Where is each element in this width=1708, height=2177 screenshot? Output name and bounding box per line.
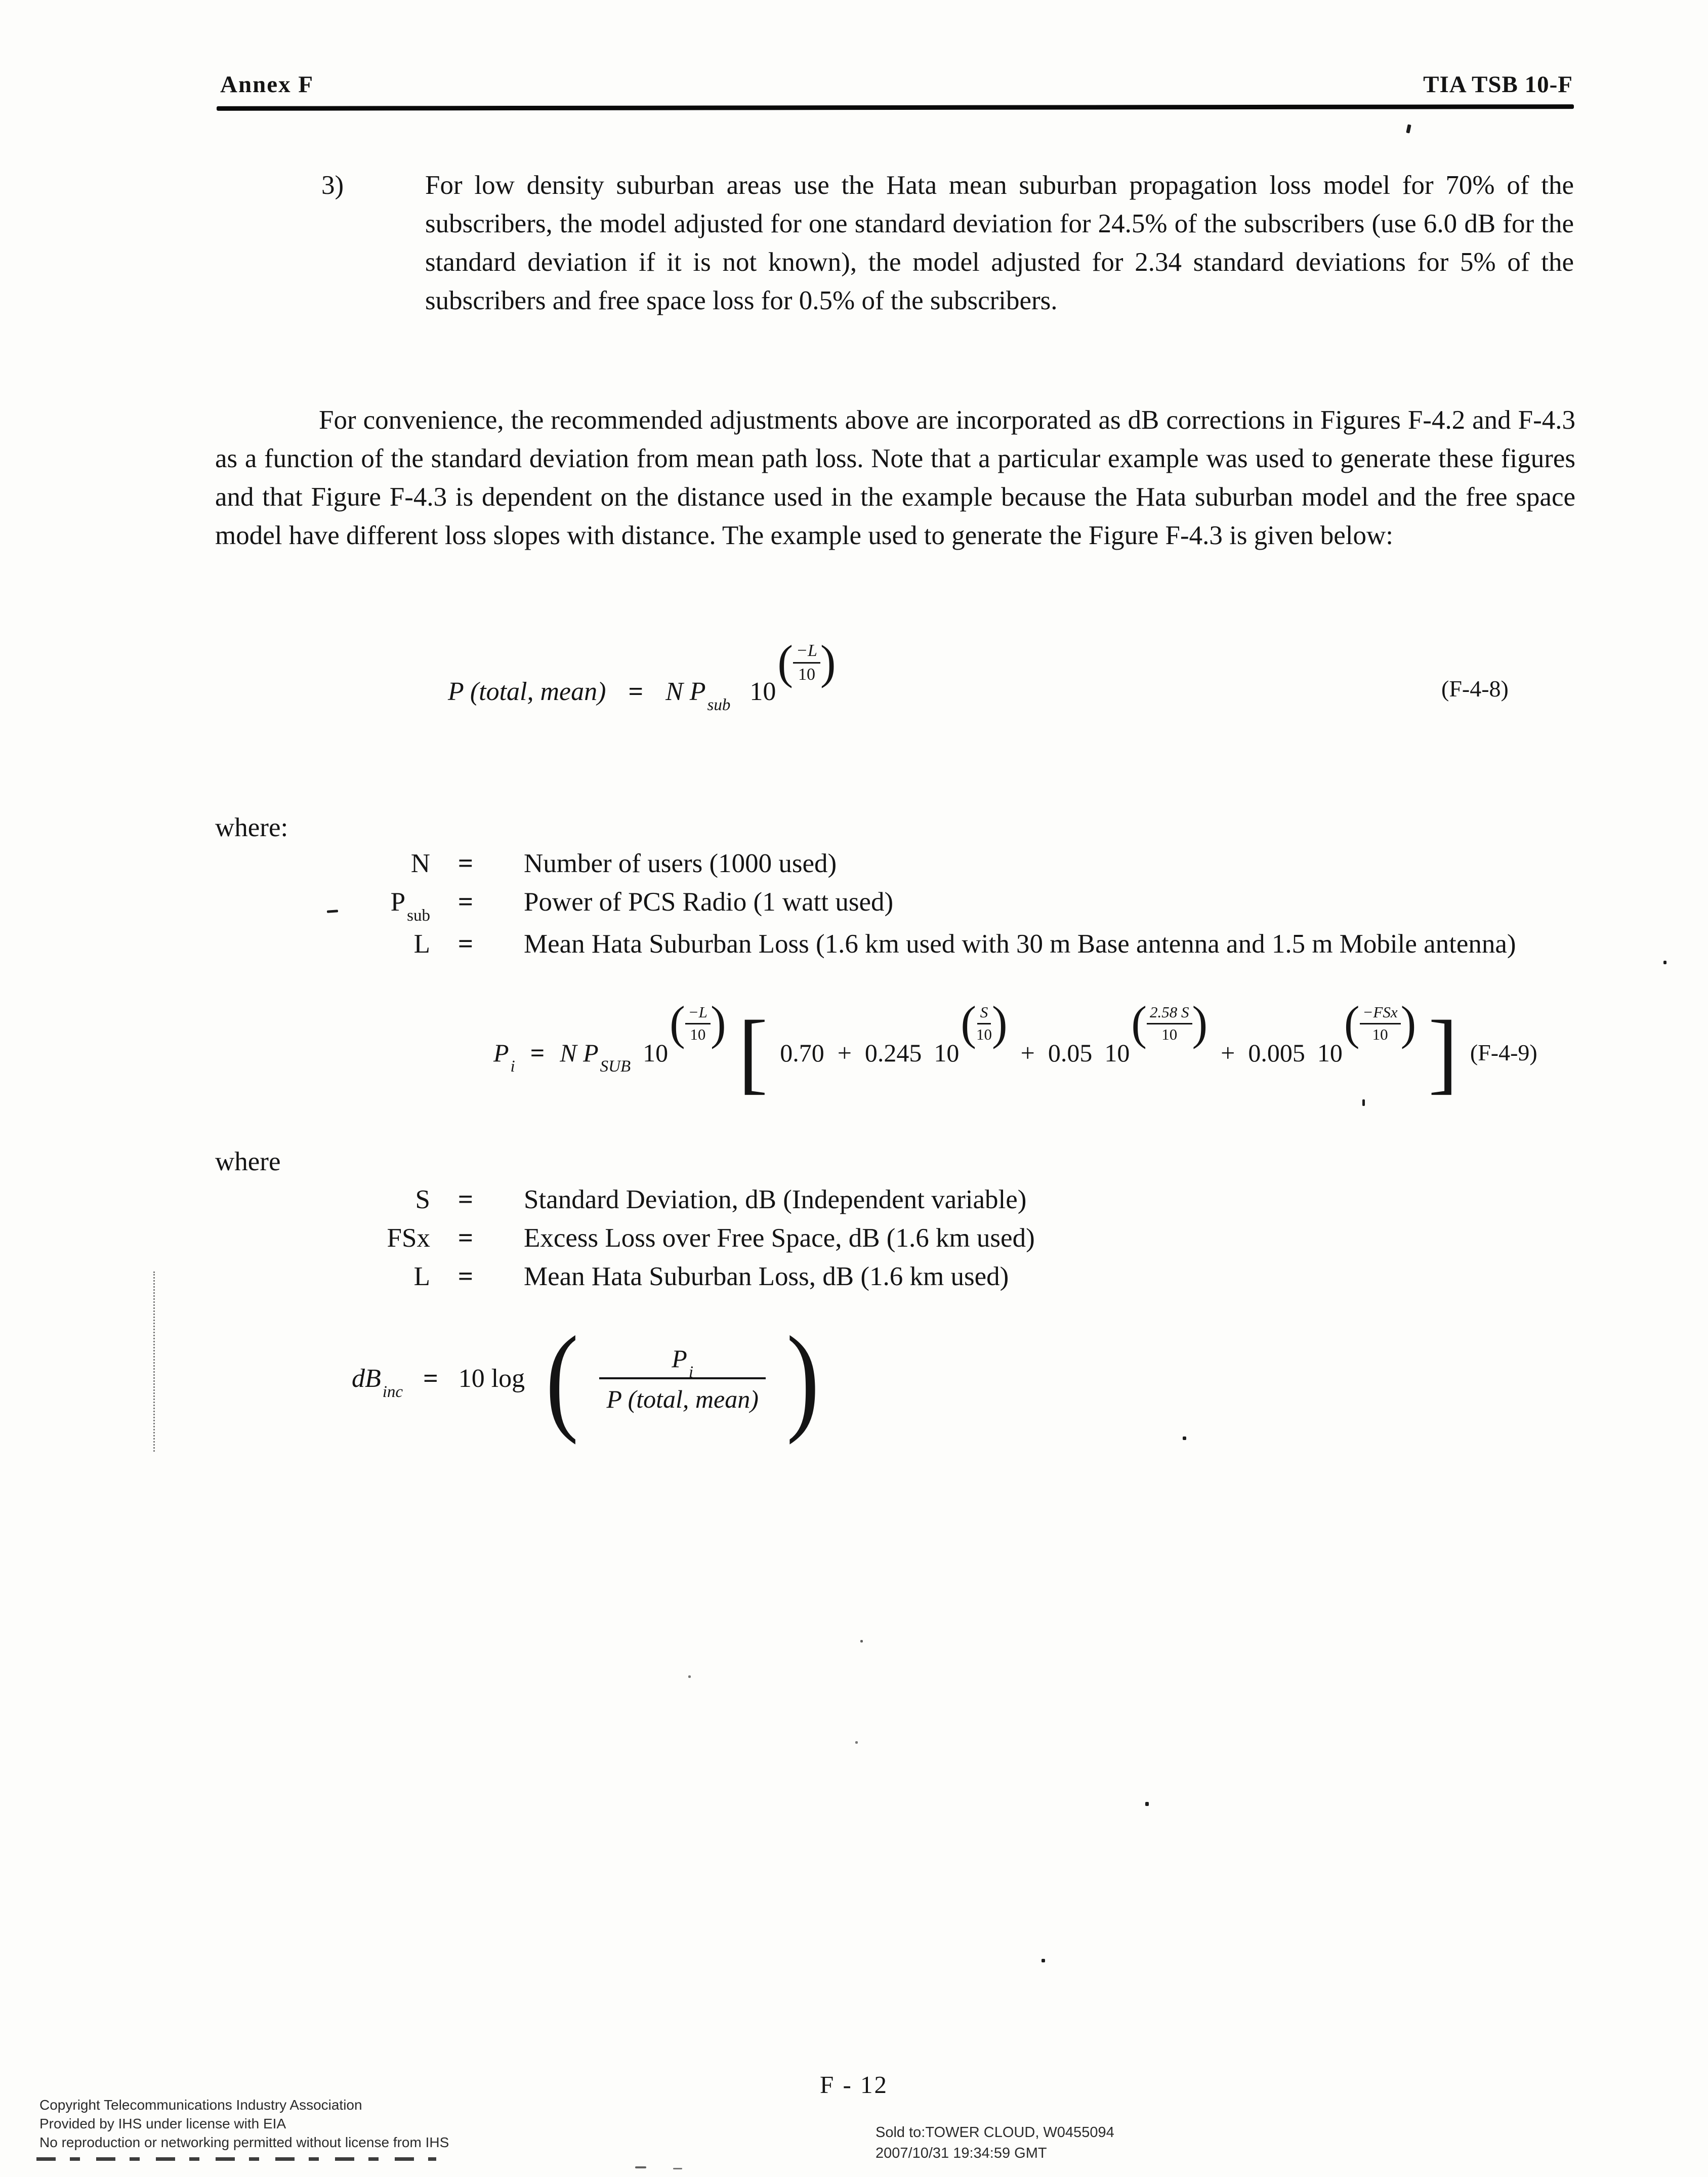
eq-f49-equals: = — [530, 1039, 545, 1067]
definition-row — [349, 925, 1574, 963]
open-bracket-glyph: [ — [738, 1002, 768, 1103]
close-paren-glyph: ) — [710, 997, 726, 1050]
open-paren-glyph: ( — [1344, 997, 1360, 1050]
where1-label: where: — [215, 813, 288, 842]
scan-speck — [1042, 1959, 1045, 1962]
scan-speck — [327, 910, 338, 913]
definition-equals: = — [457, 887, 474, 917]
plus-sign: + — [837, 1039, 852, 1067]
list-item-number: 3) — [321, 171, 344, 200]
definition-symbol: S — [415, 1185, 430, 1214]
where2-definition-list — [349, 1180, 1574, 1296]
scan-speck — [855, 1741, 858, 1744]
equation-f48-label: (F-4-8) — [1441, 676, 1509, 702]
eq-f49-base2: 10 — [934, 1039, 960, 1067]
eq-f49-np-term — [560, 1039, 631, 1076]
open-paren-glyph: ( — [777, 636, 794, 689]
eq-f49-power3 — [1104, 997, 1208, 1072]
eq-db-lhs — [352, 1364, 403, 1401]
definition-equals: = — [457, 849, 474, 878]
eq-f49-exponent1 — [670, 997, 726, 1050]
scan-speck — [1362, 1099, 1365, 1106]
scan-speck — [1183, 1436, 1186, 1440]
definition-symbol: L — [413, 1262, 430, 1291]
scan-speck — [1145, 1802, 1149, 1806]
eq-f48-exponent-fraction — [793, 642, 820, 683]
eq-f49-base1: 10 — [643, 1039, 669, 1067]
eq-db-subscript: inc — [382, 1383, 403, 1401]
scan-speck — [635, 2166, 646, 2168]
open-paren-glyph: ( — [1131, 997, 1147, 1050]
definition-text: Mean Hata Suburban Loss (1.6 km used with 30 m Base antenna and 1.5 m Mobile antenna) — [524, 929, 1516, 959]
definition-text: Mean Hata Suburban Loss, dB (1.6 km used) — [524, 1262, 1009, 1291]
scan-speck — [673, 2168, 682, 2169]
open-paren-glyph: ( — [670, 997, 685, 1050]
exponent-fraction — [976, 1004, 992, 1043]
eq-db-denominator: P (total, mean) — [606, 1385, 759, 1413]
eq-f49-exponent4 — [1344, 997, 1417, 1050]
eq-f49-power2 — [934, 997, 1008, 1072]
header-annex-title: Annex F — [220, 71, 314, 98]
scan-speck — [1663, 961, 1667, 964]
close-paren-glyph: ) — [1192, 997, 1208, 1050]
exponent-fraction — [685, 1004, 711, 1043]
eq-f49-p-subscript: i — [510, 1057, 515, 1076]
where1-definition-list — [349, 844, 1574, 963]
scan-artifact-dashes — [36, 2157, 436, 2161]
eq-f49-base4: 10 — [1317, 1039, 1343, 1067]
close-bracket-glyph: ] — [1428, 1002, 1458, 1103]
definition-equals: = — [457, 1223, 474, 1253]
open-paren-glyph: ( — [961, 997, 977, 1050]
sold-to-line: Sold to:TOWER CLOUD, W0455094 — [876, 2124, 1114, 2141]
copyright-block — [39, 2096, 449, 2152]
definition-text: Number of users (1000 used) — [524, 849, 837, 878]
eq-f49-coef3: 0.05 — [1048, 1039, 1093, 1067]
exponent-fraction — [1360, 1004, 1401, 1043]
definition-row — [349, 883, 1574, 925]
scan-speck — [1406, 124, 1411, 133]
definition-row — [349, 1257, 1574, 1296]
copyright-line: Provided by IHS under license with EIA — [39, 2116, 286, 2131]
exp3-denominator: 10 — [1161, 1025, 1178, 1043]
scan-speck — [860, 1640, 863, 1642]
eq-f48-equals: = — [628, 677, 644, 706]
close-paren-glyph: ) — [820, 636, 836, 689]
symbol-subscript: sub — [407, 907, 430, 925]
eq-f49-exponent3 — [1131, 997, 1208, 1050]
eq-f48-np-term — [665, 677, 731, 714]
page-number: F - 12 — [819, 2071, 889, 2099]
definition-text: Power of PCS Radio (1 watt used) — [524, 887, 894, 917]
eq-f49-exponent2 — [961, 997, 1008, 1050]
equation-db-inc — [352, 1310, 823, 1448]
equation-f48 — [448, 636, 836, 735]
equation-f49 — [493, 993, 1537, 1113]
eq-f49-lhs — [493, 1039, 515, 1076]
eq-f48-np: N P — [665, 677, 706, 706]
plus-sign: + — [1221, 1039, 1235, 1067]
sold-to-block — [876, 2122, 1114, 2164]
close-paren-glyph: ) — [1400, 997, 1417, 1050]
eq-f49-np: N P — [560, 1039, 599, 1067]
header-rule — [217, 104, 1574, 111]
eq-db-symbol: dB — [352, 1364, 381, 1393]
eq-db-tenlog: 10 log — [458, 1364, 525, 1393]
definition-text: Standard Deviation, dB (Independent variable) — [524, 1185, 1027, 1214]
eq-f48-exp-denominator: 10 — [798, 665, 815, 684]
exponent-fraction — [1147, 1004, 1192, 1043]
list-item-3 — [321, 166, 1576, 320]
definition-symbol: N — [410, 849, 430, 878]
close-paren-glyph: ) — [992, 997, 1008, 1050]
exp4-denominator: 10 — [1372, 1025, 1388, 1043]
eq-f49-np-subscript: SUB — [600, 1057, 631, 1076]
big-open-paren-glyph: ( — [546, 1312, 579, 1446]
eq-f48-lhs: P (total, mean) — [448, 677, 606, 706]
eq-f48-exponent — [777, 636, 836, 689]
exp1-denominator: 10 — [690, 1025, 706, 1043]
eq-db-equals: = — [423, 1364, 438, 1393]
symbol-base: P — [390, 887, 406, 917]
exp2-numerator: S — [977, 1004, 991, 1024]
definition-symbol: FSx — [387, 1223, 430, 1253]
big-close-paren-glyph: ) — [786, 1312, 820, 1446]
copyright-line: No reproduction or networking permitted without license from IHS — [39, 2134, 449, 2150]
sold-to-timestamp: 2007/10/31 19:34:59 GMT — [876, 2145, 1047, 2161]
definition-symbol — [349, 883, 430, 925]
body-paragraph: For convenience, the recommended adjustments above are incorporated as dB corrections in Figures F-4.2 and F-4.3 as a function of the standard deviation from mean path loss. Note that a particular example was used to generate these figures and that Figure F-4.3 is dependent on the distance used in the example because the Hata suburban model and the free space model have different loss slopes with distance. The example used to generate the Figure F-4.3 is given below: — [215, 405, 1575, 550]
eq-f49-coef4: 0.005 — [1248, 1039, 1305, 1067]
eq-f48-exp-numerator: −L — [793, 642, 820, 664]
where2-label: where — [215, 1147, 281, 1176]
eq-db-fraction — [599, 1346, 765, 1412]
definition-equals: = — [457, 929, 474, 959]
eq-f49-base3: 10 — [1104, 1039, 1130, 1067]
definition-row — [349, 1219, 1574, 1257]
copyright-line: Copyright Telecommunications Industry Association — [39, 2097, 362, 2113]
header-doc-title: TIA TSB 10-F — [1423, 71, 1573, 98]
numerator-subscript: i — [688, 1363, 694, 1381]
eq-f49-power4 — [1317, 997, 1417, 1072]
eq-f49-coef2: 0.245 — [864, 1039, 922, 1067]
exp2-denominator: 10 — [976, 1025, 992, 1043]
eq-f48-power-term — [749, 636, 836, 713]
definition-equals: = — [457, 1185, 474, 1214]
definition-row — [349, 1180, 1574, 1219]
eq-f49-p: P — [493, 1039, 509, 1067]
eq-f48-base: 10 — [749, 677, 776, 706]
eq-f49-power1 — [643, 997, 726, 1072]
exp1-numerator: −L — [685, 1004, 711, 1024]
definition-symbol: L — [413, 929, 430, 959]
definition-row — [349, 844, 1574, 883]
equation-f49-label: (F-4-9) — [1470, 1040, 1537, 1065]
plus-sign: + — [1020, 1039, 1035, 1067]
definition-text: Excess Loss over Free Space, dB (1.6 km used) — [524, 1223, 1035, 1253]
eq-f48-np-subscript: sub — [707, 696, 731, 714]
scan-speck — [688, 1675, 691, 1678]
exp3-numerator: 2.58 S — [1147, 1004, 1192, 1024]
eq-db-numerator — [666, 1344, 698, 1381]
definition-equals: = — [457, 1262, 474, 1291]
scan-artifact-dotted-line — [153, 1271, 155, 1452]
eq-f49-coef1: 0.70 — [780, 1039, 824, 1067]
exp4-numerator: −FSx — [1360, 1004, 1401, 1024]
numerator-symbol: P — [672, 1344, 687, 1373]
list-item-text: For low density suburban areas use the Hata mean suburban propagation loss model for 70% of the subscribers, the model adjusted for one standard deviation for 24.5% of the subscribers (use 6.0 dB for the standard deviation if it is not known), the model adjusted for 2.34 standard deviations for 5% of the subscribers and free space loss for 0.5% of the subscribers. — [425, 171, 1574, 315]
